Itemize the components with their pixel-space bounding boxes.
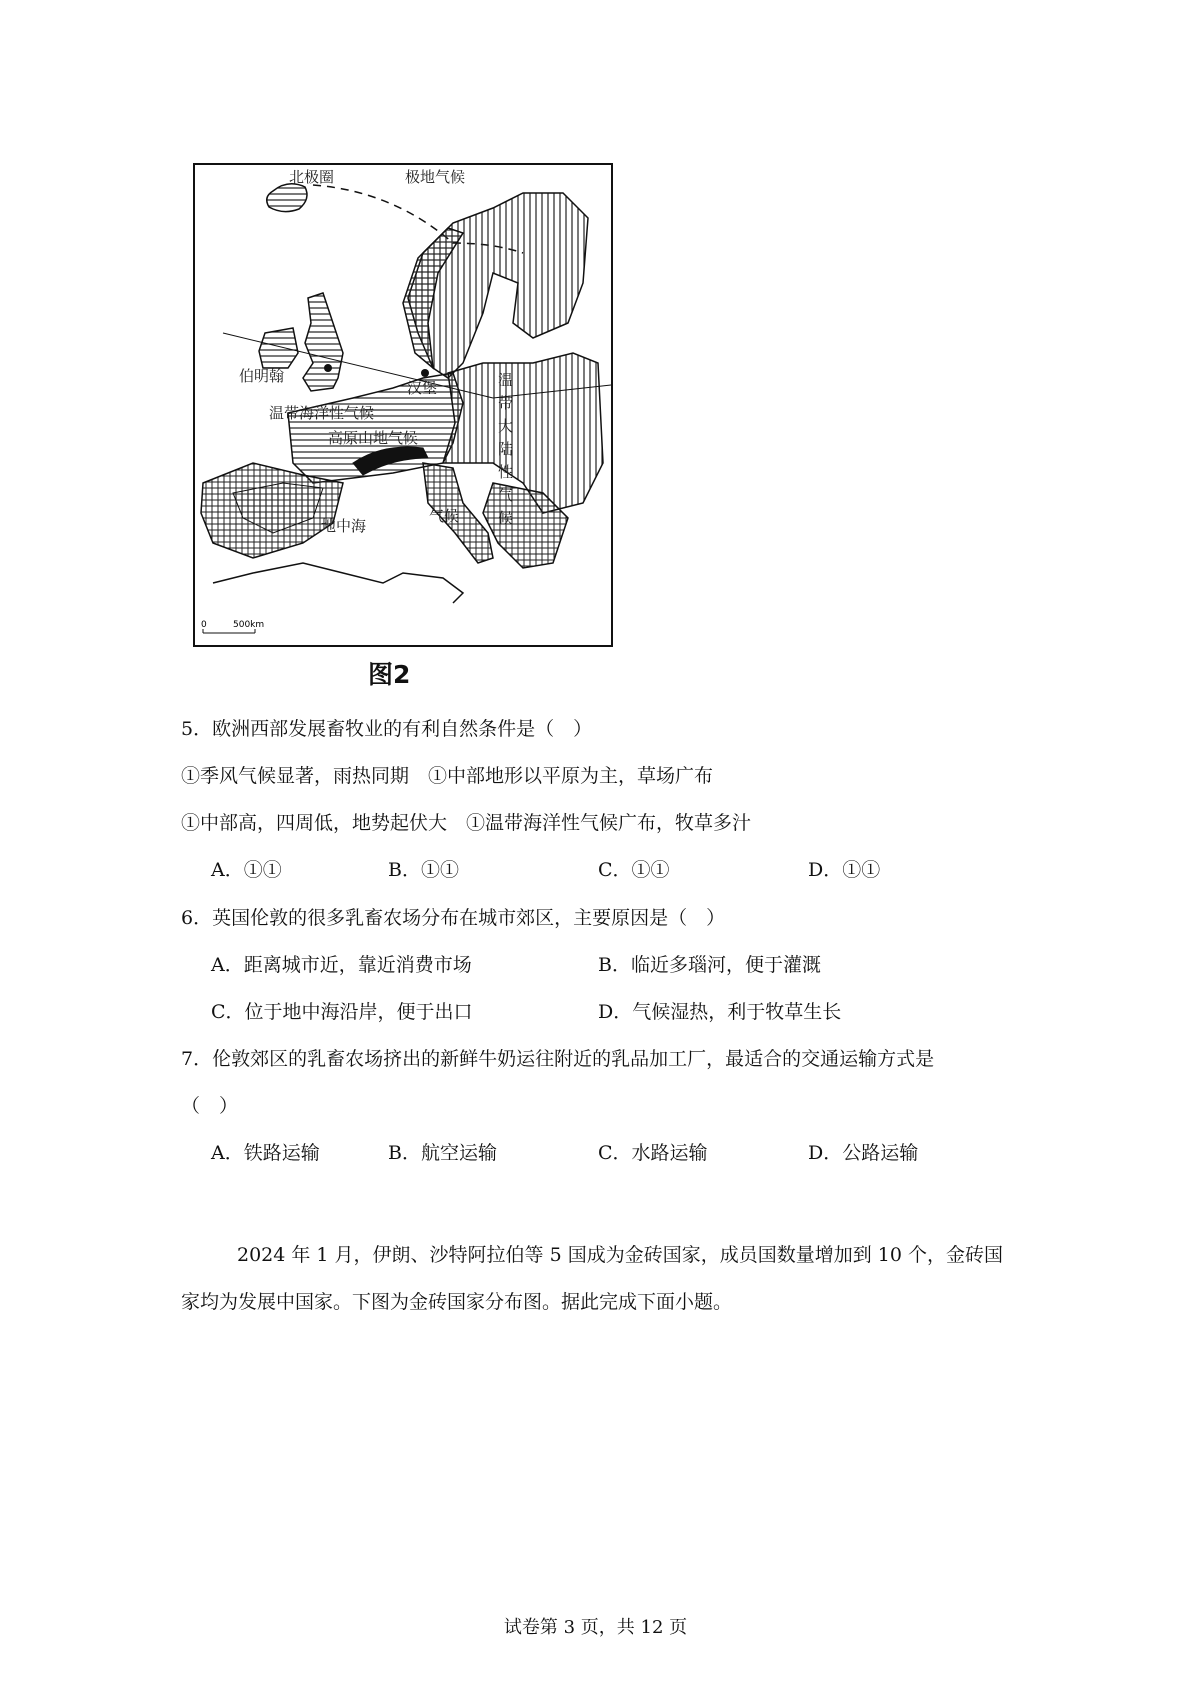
hamburg-dot [421,369,429,377]
ireland-shape [259,328,298,368]
continental-char-7: 候 [498,509,514,527]
question-7-stem: 7．伦敦郊区的乳畜农场挤出的新鲜牛奶运往附近的乳品加工厂，最适合的交通运输方式是 [181,1048,935,1070]
continental-char-1: 温 [498,371,514,389]
temperate-maritime-label: 温带海洋性气候 [269,404,375,422]
continental-char-6: 气 [498,486,514,504]
continental-char-5: 性 [498,463,514,481]
question-6-option-b[interactable]: B．临近多瑙河，便于灌溉 [598,954,821,976]
question-7-option-c[interactable]: C．水路运输 [598,1142,708,1164]
question-5-statement-1: ①季风气候显著，雨热同期 ①中部地形以平原为主，草场广布 [181,765,714,787]
scale-zero: 0 [201,620,207,630]
arctic-circle-label: 北极圈 [289,168,335,186]
continental-char-2: 带 [498,394,514,412]
page-footer: 试卷第 3 页，共 12 页 [503,1617,688,1638]
continental-char-4: 陆 [498,440,514,458]
mediterranean-climate-label: 气候 [429,507,460,525]
question-5-option-a[interactable]: A．①① [211,859,282,881]
question-6-stem: 6．英国伦敦的很多乳畜农场分布在城市郊区，主要原因是（ ） [181,907,726,929]
mediterranean-sea-label: 地中海 [321,517,367,535]
question-5-option-c[interactable]: C．①① [598,859,670,881]
question-5-stem: 5．欧洲西部发展畜牧业的有利自然条件是（ ） [181,718,593,740]
question-7-stem-cont: （ ） [181,1095,239,1117]
question-7-option-d[interactable]: D．公路运输 [808,1142,919,1164]
birmingham-dot [324,364,332,372]
hamburg-label: 汉堡 [407,379,438,397]
question-6-option-c[interactable]: C．位于地中海沿岸，便于出口 [211,1001,473,1023]
brics-intro-paragraph [181,1232,1016,1326]
question-5-option-b[interactable]: B．①① [388,859,459,881]
question-5-statement-2: ①中部高，四周低，地势起伏大 ①温带海洋性气候广布，牧草多汁 [181,812,752,834]
continental-char-3: 大 [498,417,514,435]
question-6-option-a[interactable]: A．距离城市近，靠近消费市场 [211,954,472,976]
question-6-option-d[interactable]: D．气候湿热，利于牧草生长 [598,1001,842,1023]
question-7-option-b[interactable]: B．航空运输 [388,1142,497,1164]
birmingham-label: 伯明翰 [239,367,285,385]
temperate-continental-label [498,371,513,527]
polar-climate-label: 极地气候 [405,168,466,186]
question-5-option-d[interactable]: D．①① [808,859,881,881]
question-7-option-a[interactable]: A．铁路运输 [211,1142,320,1164]
scale-distance: 500km [233,620,265,630]
brics-intro-text: 2024 年 1 月，伊朗、沙特阿拉伯等 5 国成为金砖国家，成员国数量增加到 10 个，金砖国家均为发展中国家。下图为金砖国家分布图。据此完成下面小题。 [181,1244,1003,1313]
europe-climate-map [193,163,613,647]
highland-climate-label: 高原山地气候 [328,429,419,447]
figure-caption: 图2 [368,660,411,689]
